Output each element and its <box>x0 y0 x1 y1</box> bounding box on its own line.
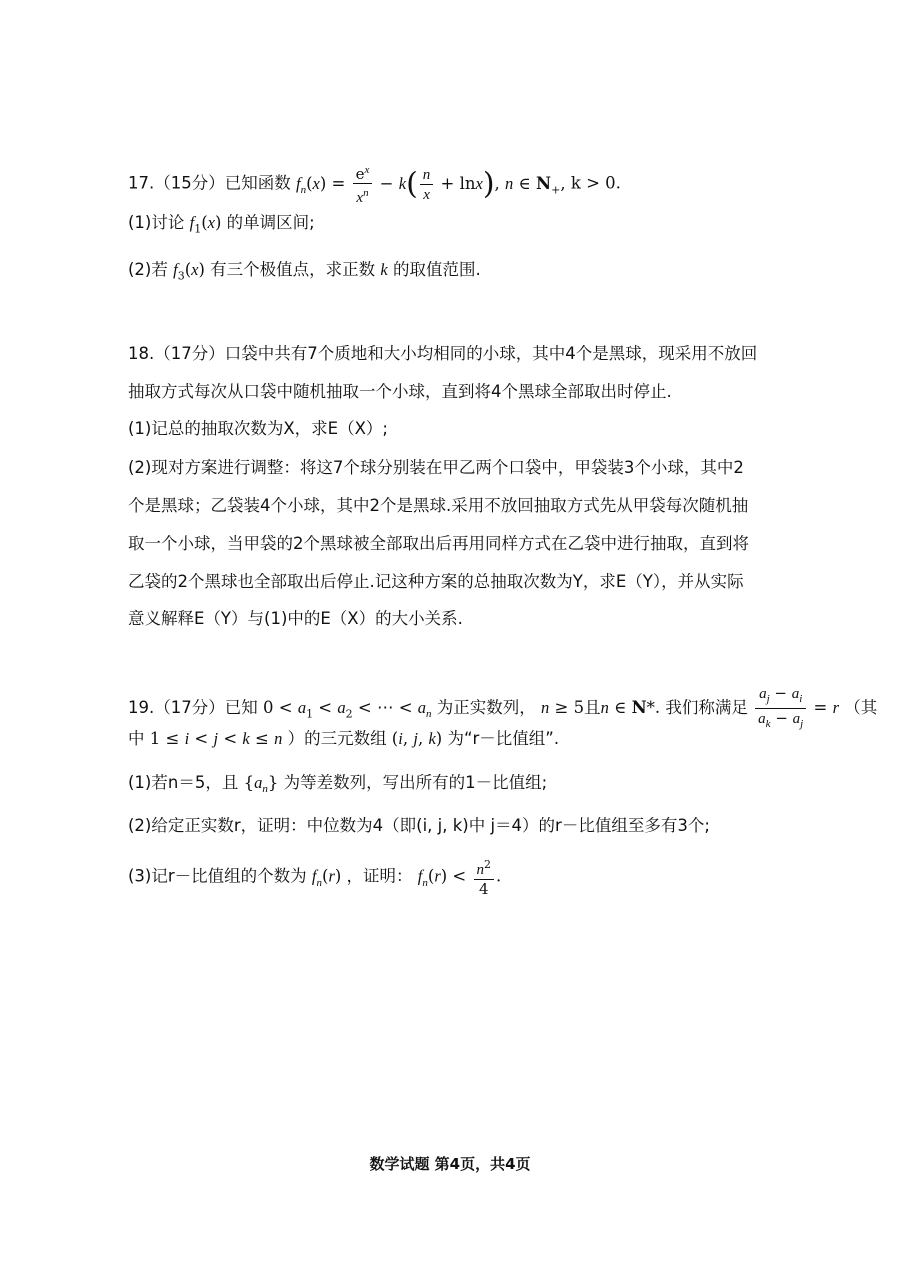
q18-line-4: (2)现对方案进行调整：将这7个球分别装在甲乙两个口袋中，甲袋装3个小球，其中2 <box>128 458 744 477</box>
q18-line-3: (1)记总的抽取次数为X，求E（X）; <box>128 419 388 438</box>
q18-line-2: 抽取方式每次从口袋中随机抽取一个小球，直到将4个黑球全部取出时停止. <box>128 382 672 401</box>
q18-line-6: 取一个小球，当甲袋的2个黑球被全部取出后再用同样方式在乙袋中进行抽取，直到将 <box>128 534 749 553</box>
q19-part3: (3)记r－比值组的个数为 $f_n(r)$ ，证明： $f_n(r)$ < $\frac{n^2}{4}$ . <box>128 858 502 898</box>
q18-line-8: 意义解释E（Y）与(1)中的E（X）的大小关系. <box>128 609 463 628</box>
q18-line-1: 18.（17分）口袋中共有7个质地和大小均相同的小球，其中4个是黑球，现采用不放回 <box>128 344 758 363</box>
q19-line-2: 中 1 ≤ i < j < k ≤ n ）的三元数组 (i, j, k) 为“r－比值组”. <box>128 729 560 748</box>
q19-statement: 19.（17分）已知 $0 < a_1 < a_2$ < ⋯ < $a_n$ 为正实数列， n ≥ 5且n ∈ N*. 我们称满足 $\frac{a_j - a_i}{a_k - a_j}$ = r （其 <box>128 684 878 730</box>
q17-head: 17.（15分）已知函数 <box>128 173 291 193</box>
q19-part1: (1)若n＝5，且 $\{a_n\}$ 为等差数列，写出所有的1－比值组; <box>128 773 548 796</box>
q17-formula-tail: k > 0. <box>570 173 621 193</box>
q17-formula: $f_n(x)$ = $\frac{e^x}{x^n}$ − k( $\frac{n}{x}$ + lnx), n ∈ $N_+$, <box>296 174 571 193</box>
q18-line-7: 乙袋的2个黑球也全部取出后停止.记这种方案的总抽取次数为Y，求E（Y），并从实际 <box>128 572 744 591</box>
q19-part2: (2)给定正实数r，证明：中位数为4（即(i, j, k)中 j＝4）的r－比值组至多有3个; <box>128 816 710 835</box>
q18-line-5: 个是黑球；乙袋装4个小球，其中2个是黑球.采用不放回抽取方式先从甲袋每次随机抽 <box>128 496 749 515</box>
q17-part2: (2)若 $f_3(x)$ 有三个极值点，求正数 k 的取值范围. <box>128 260 481 283</box>
q17-part1: (1)讨论 $f_1(x)$ 的单调区间; <box>128 213 315 236</box>
q17-statement <box>128 161 621 207</box>
page-footer: 数学试题 第4页，共4页 <box>369 1155 531 1173</box>
